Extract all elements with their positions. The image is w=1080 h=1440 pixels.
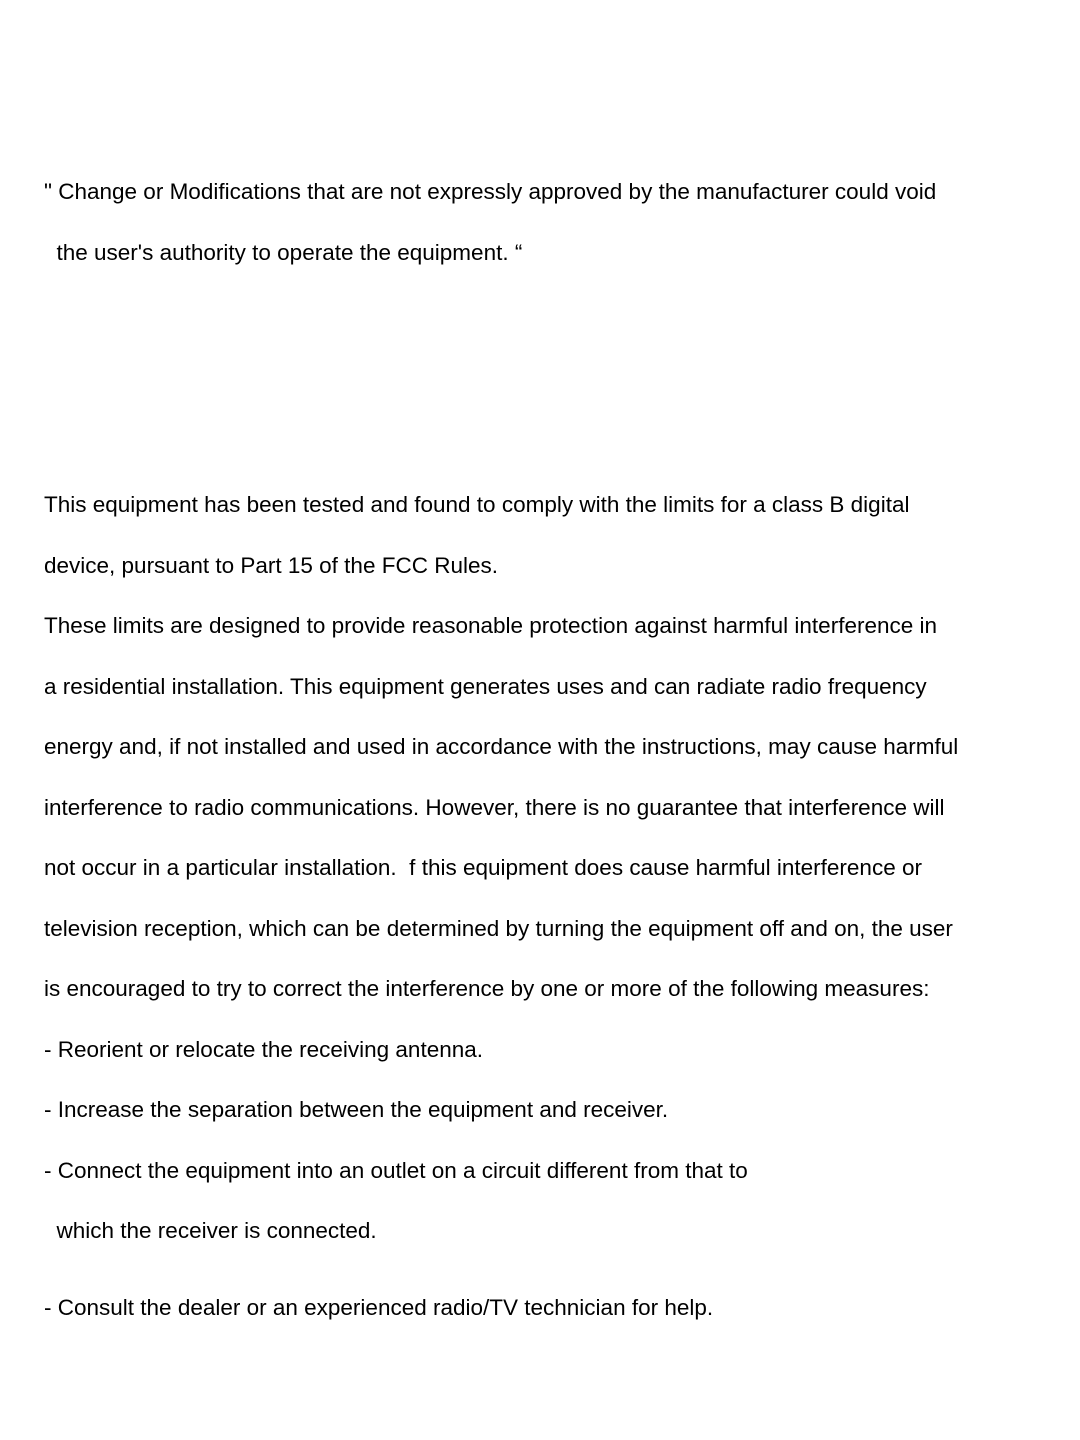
fcc-line-5: energy and, if not installed and used in accordance with the instructions, may cause harmful <box>44 734 959 759</box>
fcc-line-4: a residential installation. This equipment generates uses and can radiate radio frequency <box>44 674 927 699</box>
fcc-line-6: interference to radio communications. However, there is no guarantee that interference will <box>44 795 945 820</box>
measure-item-continuation: which the receiver is connected. <box>44 1218 377 1243</box>
measure-item: - Reorient or relocate the receiving antenna. <box>44 1037 484 1062</box>
warning-line-2: the user's authority to operate the equipment. “ <box>44 240 523 265</box>
fcc-line-7: not occur in a particular installation. f this equipment does cause harmful interference or <box>44 855 922 880</box>
fcc-line-8: television reception, which can be determined by turning the equipment off and on, the user <box>44 916 953 941</box>
fcc-line-9: is encouraged to try to correct the interference by one or more of the following measures: <box>44 976 930 1001</box>
fcc-line-1: This equipment has been tested and found to comply with the limits for a class B digital <box>44 492 910 517</box>
measure-item: - Increase the separation between the equipment and receiver. <box>44 1097 669 1122</box>
measure-item: - Connect the equipment into an outlet on a circuit different from that to <box>44 1158 748 1183</box>
fcc-line-3: These limits are designed to provide reasonable protection against harmful interference in <box>44 613 938 638</box>
measure-item: - Consult the dealer or an experienced radio/TV technician for help. <box>44 1295 714 1320</box>
fcc-line-2: device, pursuant to Part 15 of the FCC Rules. <box>44 553 498 578</box>
warning-line-1: " Change or Modifications that are not expressly approved by the manufacturer could void <box>44 179 937 204</box>
